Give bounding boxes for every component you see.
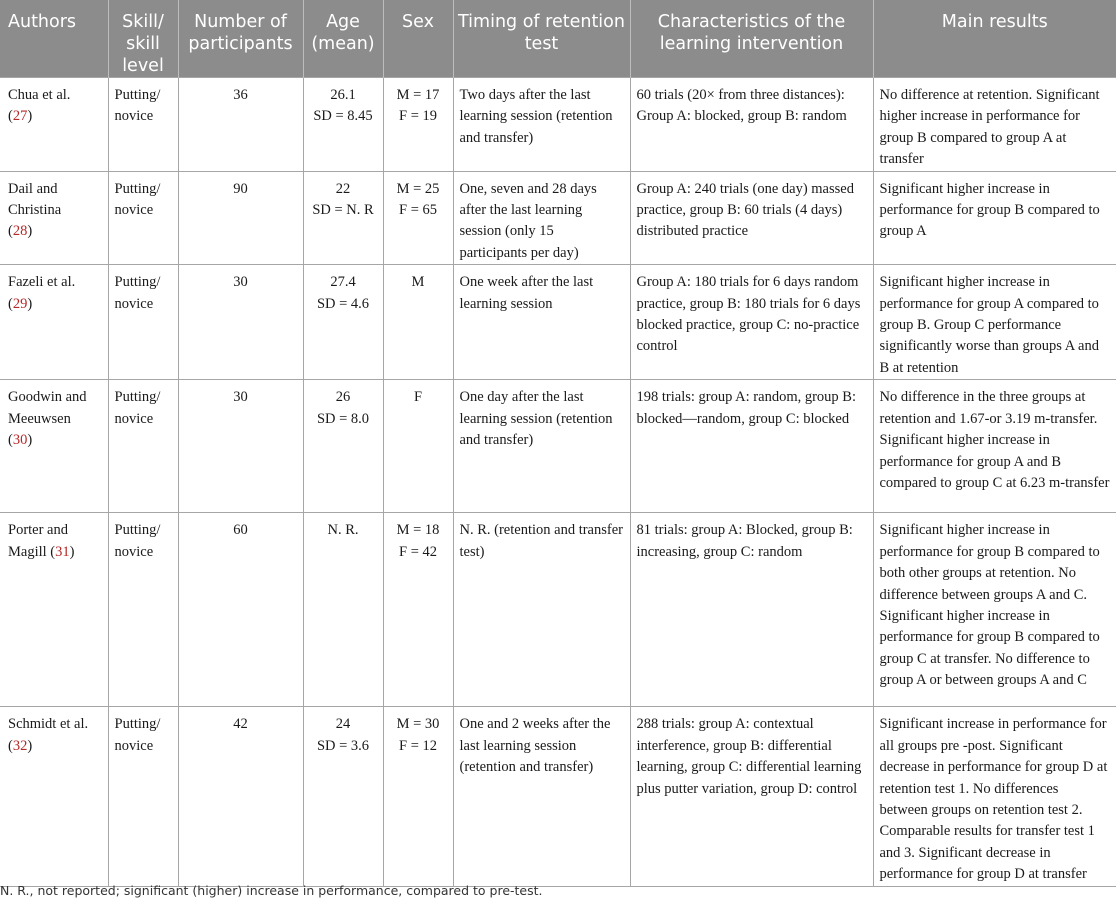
header-participants: Number of participants [178, 0, 303, 78]
cell-participants: 36 [178, 78, 303, 172]
cell-sex: M = 18 F = 42 [383, 513, 453, 707]
table-row [0, 513, 1116, 707]
cell-skill: Putting/ novice [108, 78, 178, 172]
header-age: Age (mean) [303, 0, 383, 78]
cell-intervention: 198 trials: group A: random, group B: blocked—random, group C: blocked [630, 380, 873, 513]
reference-link[interactable]: 28 [12, 223, 28, 240]
cell-age: 26.1 SD = 8.45 [303, 78, 383, 172]
cell-skill: Putting/ novice [108, 265, 178, 380]
cell-age: 27.4 SD = 4.6 [303, 265, 383, 380]
cell-timing: One and 2 weeks after the last learning session (retention and transfer) [453, 707, 630, 886]
cell-timing: Two days after the last learning session (retention and transfer) [453, 78, 630, 172]
cell-skill: Putting/ novice [108, 380, 178, 513]
cell-intervention: 60 trials (20× from three distances): Group A: blocked, group B: random [630, 78, 873, 172]
table-row [0, 707, 1116, 886]
header-timing: Timing of retention test [453, 0, 630, 78]
cell-timing: N. R. (retention and transfer test) [453, 513, 630, 707]
cell-intervention: 288 trials: group A: contextual interference, group B: differential learning, group C: differential learning plus putter variation, group D: control [630, 707, 873, 886]
cell-skill: Putting/ novice [108, 707, 178, 886]
cell-results: Significant increase in performance for all groups pre -post. Significant decrease in performance for group D at retention test 1. No differences between groups on retention test 2. Comparable results for transfer test 1 and 3. Significant decrease in performance for group D at transfer [873, 707, 1116, 886]
cell-participants: 42 [178, 707, 303, 886]
cell-author: Fazeli et al. (29) [0, 265, 108, 380]
cell-intervention: 81 trials: group A: Blocked, group B: increasing, group C: random [630, 513, 873, 707]
cell-participants: 90 [178, 171, 303, 265]
cell-timing: One day after the last learning session (retention and transfer) [453, 380, 630, 513]
reference-link[interactable]: 29 [12, 295, 28, 312]
table-row [0, 380, 1116, 513]
cell-results: No difference at retention. Significant higher increase in performance for group B compared to group A at transfer [873, 78, 1116, 172]
cell-results: Significant higher increase in performance for group B compared to both other groups at retention. No difference between groups A and C. Significant higher increase in performance for group B compared to group C at transfer. No difference to group A or between groups A and C [873, 513, 1116, 707]
cell-timing: One, seven and 28 days after the last learning session (only 15 participants per day) [453, 171, 630, 265]
header-authors: Authors [0, 0, 108, 78]
cell-sex: F [383, 380, 453, 513]
cell-author: Porter and Magill (31) [0, 513, 108, 707]
cell-skill: Putting/ novice [108, 171, 178, 265]
cell-intervention: Group A: 240 trials (one day) massed practice, group B: 60 trials (4 days) distributed practice [630, 171, 873, 265]
cell-sex: M = 30 F = 12 [383, 707, 453, 886]
cell-sex: M = 17 F = 19 [383, 78, 453, 172]
cell-age: N. R. [303, 513, 383, 707]
cell-sex: M [383, 265, 453, 380]
cell-participants: 30 [178, 265, 303, 380]
cell-results: Significant higher increase in performance for group A compared to group B. Group C performance significantly worse than groups A and B at retention [873, 265, 1116, 380]
header-skill: Skill/ skill level [108, 0, 178, 78]
cell-author: Dail and Christina (28) [0, 171, 108, 265]
reference-link[interactable]: 27 [12, 108, 28, 125]
reference-link[interactable]: 30 [12, 432, 28, 449]
cell-age: 26 SD = 8.0 [303, 380, 383, 513]
cell-results: Significant higher increase in performance for group B compared to group A [873, 171, 1116, 265]
cell-age: 22 SD = N. R [303, 171, 383, 265]
cell-intervention: Group A: 180 trials for 6 days random practice, group B: 180 trials for 6 days blocked practice, group C: no-practice control [630, 265, 873, 380]
cell-author: Chua et al. (27) [0, 78, 108, 172]
cell-skill: Putting/ novice [108, 513, 178, 707]
cell-participants: 30 [178, 380, 303, 513]
reference-link[interactable]: 32 [12, 737, 28, 754]
header-intervention: Characteristics of the learning intervention [630, 0, 873, 78]
table-row [0, 171, 1116, 265]
cell-author: Goodwin and Meeuwsen (30) [0, 380, 108, 513]
cell-timing: One week after the last learning session [453, 265, 630, 380]
cell-results: No difference in the three groups at retention and 1.67-or 3.19 m-transfer. Significant higher increase in performance for group A and B compared to group C at 6.23 m-transfer [873, 380, 1116, 513]
reference-link[interactable]: 31 [55, 543, 70, 560]
header-row [0, 0, 1116, 78]
cell-sex: M = 25 F = 65 [383, 171, 453, 265]
header-results: Main results [873, 0, 1116, 78]
table-row [0, 265, 1116, 380]
table-footnote: N. R., not reported; significant (higher) increase in performance, compared to pre-test. [0, 883, 543, 898]
table-row [0, 78, 1116, 172]
cell-author: Schmidt et al. (32) [0, 707, 108, 886]
cell-participants: 60 [178, 513, 303, 707]
cell-age: 24 SD = 3.6 [303, 707, 383, 886]
header-sex: Sex [383, 0, 453, 78]
